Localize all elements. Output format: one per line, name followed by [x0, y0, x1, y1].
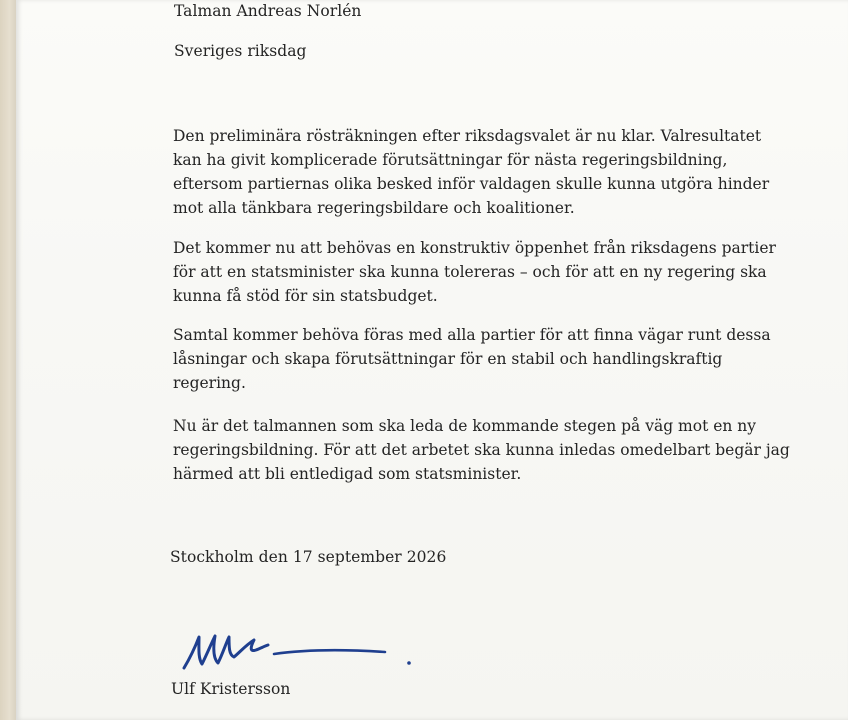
- text-line: låsningar och skapa förutsättningar för en stabil och handlingskraftig: [173, 350, 723, 368]
- signature-dot: [407, 661, 411, 665]
- signature-stroke-tail: [274, 650, 385, 654]
- recipient-organization: Sveriges riksdag: [174, 42, 307, 60]
- signature-stroke-initials: [184, 636, 268, 668]
- text-line: regering.: [173, 374, 246, 392]
- text-line: Nu är det talmannen som ska leda de kommande stegen på väg mot en ny: [173, 417, 757, 435]
- body-paragraph-4: [173, 414, 790, 486]
- body-paragraph-1: [173, 124, 769, 220]
- text-line: Det kommer nu att behövas en konstruktiv öppenhet från riksdagens partier: [173, 239, 776, 257]
- body-paragraph-3: [173, 323, 771, 395]
- text-line: kan ha givit komplicerade förutsättningar för nästa regeringsbildning,: [173, 151, 728, 169]
- text-line: härmed att bli entledigad som statsminister.: [173, 465, 522, 483]
- text-line: för att en statsminister ska kunna tolereras – och för att en ny regering ska: [173, 263, 767, 281]
- letter-page: [16, 0, 848, 720]
- text-line: Den preliminära rösträkningen efter riksdagsvalet är nu klar. Valresultatet: [173, 127, 762, 145]
- text-line: mot alla tänkbara regeringsbildare och koalitioner.: [173, 199, 575, 217]
- text-line: kunna få stöd för sin statsbudget.: [173, 287, 438, 305]
- desk-edge: [0, 0, 16, 720]
- body-paragraph-2: [173, 236, 776, 308]
- text-line: eftersom partiernas olika besked inför valdagen skulle kunna utgöra hinder: [173, 175, 770, 193]
- handwritten-signature: [180, 628, 420, 672]
- recipient-name: Talman Andreas Norlén: [174, 2, 362, 20]
- text-line: Samtal kommer behöva föras med alla partier för att finna vägar runt dessa: [173, 326, 771, 344]
- signatory-name: Ulf Kristersson: [171, 680, 291, 698]
- place-and-date: Stockholm den 17 september 2026: [170, 548, 447, 566]
- text-line: regeringsbildning. För att det arbetet ska kunna inledas omedelbart begär jag: [173, 441, 790, 459]
